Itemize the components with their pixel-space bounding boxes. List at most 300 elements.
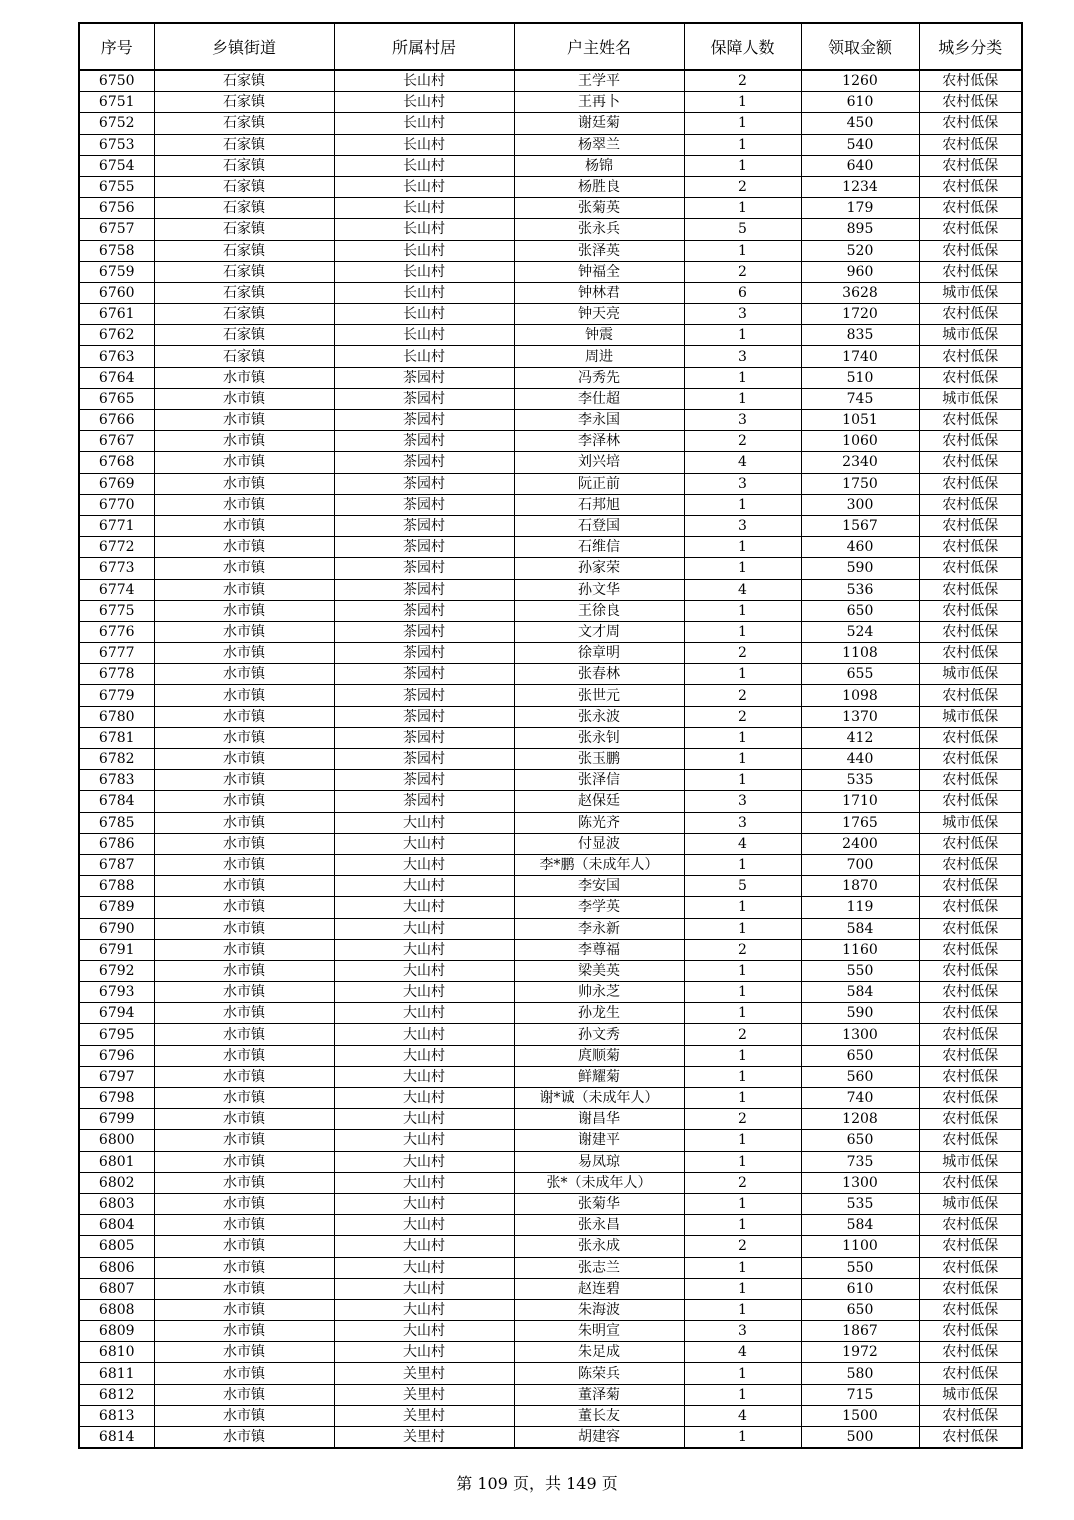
cell-village: 长山村	[334, 282, 514, 303]
cell-serial-number: 6788	[79, 876, 154, 897]
cell-serial-number: 6762	[79, 325, 154, 346]
cell-category: 农村低保	[919, 1321, 1022, 1342]
cell-category: 农村低保	[919, 727, 1022, 748]
table-row	[79, 410, 1022, 431]
cell-serial-number: 6768	[79, 452, 154, 473]
cell-village: 大山村	[334, 1151, 514, 1172]
table-row	[79, 325, 1022, 346]
cell-category: 农村低保	[919, 685, 1022, 706]
cell-village: 长山村	[334, 346, 514, 367]
cell-category: 农村低保	[919, 1045, 1022, 1066]
cell-category: 农村低保	[919, 198, 1022, 219]
cell-serial-number: 6755	[79, 176, 154, 197]
cell-amount: 1060	[801, 431, 919, 452]
cell-category: 农村低保	[919, 621, 1022, 642]
cell-covered-persons: 4	[684, 1342, 801, 1363]
cell-serial-number: 6776	[79, 621, 154, 642]
cell-village: 大山村	[334, 1003, 514, 1024]
cell-village: 长山村	[334, 70, 514, 92]
table-row	[79, 515, 1022, 536]
cell-amount: 119	[801, 897, 919, 918]
cell-serial-number: 6784	[79, 791, 154, 812]
cell-village: 大山村	[334, 1321, 514, 1342]
cell-serial-number: 6766	[79, 410, 154, 431]
cell-category: 农村低保	[919, 1342, 1022, 1363]
cell-amount: 550	[801, 1257, 919, 1278]
cell-village: 大山村	[334, 833, 514, 854]
table-row	[79, 473, 1022, 494]
cell-amount: 740	[801, 1088, 919, 1109]
table-row	[79, 939, 1022, 960]
cell-township: 水市镇	[154, 706, 334, 727]
cell-village: 茶园村	[334, 558, 514, 579]
cell-category: 农村低保	[919, 918, 1022, 939]
cell-covered-persons: 1	[684, 1151, 801, 1172]
cell-category: 农村低保	[919, 1236, 1022, 1257]
cell-category: 农村低保	[919, 1066, 1022, 1087]
cell-township: 水市镇	[154, 770, 334, 791]
cell-serial-number: 6782	[79, 749, 154, 770]
cell-township: 水市镇	[154, 1045, 334, 1066]
table-row	[79, 1363, 1022, 1384]
cell-village: 大山村	[334, 1215, 514, 1236]
cell-householder-name: 张永波	[514, 706, 684, 727]
cell-householder-name: 孙文华	[514, 579, 684, 600]
cell-serial-number: 6761	[79, 304, 154, 325]
cell-serial-number: 6787	[79, 854, 154, 875]
cell-village: 长山村	[334, 261, 514, 282]
table-row	[79, 960, 1022, 981]
subsidy-roster-table	[78, 22, 1023, 1449]
cell-amount: 540	[801, 134, 919, 155]
cell-township: 水市镇	[154, 473, 334, 494]
cell-township: 石家镇	[154, 240, 334, 261]
cell-township: 水市镇	[154, 1427, 334, 1449]
cell-amount: 700	[801, 854, 919, 875]
cell-amount: 1260	[801, 70, 919, 92]
table-row	[79, 1384, 1022, 1405]
table-row	[79, 282, 1022, 303]
table-row	[79, 1130, 1022, 1151]
cell-category: 城市低保	[919, 388, 1022, 409]
table-row	[79, 706, 1022, 727]
cell-category: 农村低保	[919, 134, 1022, 155]
cell-serial-number: 6786	[79, 833, 154, 854]
cell-covered-persons: 2	[684, 1172, 801, 1193]
cell-category: 农村低保	[919, 1130, 1022, 1151]
cell-covered-persons: 1	[684, 960, 801, 981]
table-row	[79, 727, 1022, 748]
cell-amount: 524	[801, 621, 919, 642]
cell-amount: 1051	[801, 410, 919, 431]
cell-township: 水市镇	[154, 410, 334, 431]
cell-category: 农村低保	[919, 261, 1022, 282]
cell-township: 水市镇	[154, 939, 334, 960]
cell-serial-number: 6779	[79, 685, 154, 706]
cell-householder-name: 李尊福	[514, 939, 684, 960]
cell-covered-persons: 2	[684, 70, 801, 92]
table-row	[79, 854, 1022, 875]
cell-amount: 584	[801, 982, 919, 1003]
cell-amount: 1500	[801, 1405, 919, 1426]
cell-covered-persons: 2	[684, 1236, 801, 1257]
cell-township: 水市镇	[154, 643, 334, 664]
cell-township: 水市镇	[154, 1172, 334, 1193]
cell-covered-persons: 1	[684, 558, 801, 579]
cell-amount: 450	[801, 113, 919, 134]
cell-category: 农村低保	[919, 1088, 1022, 1109]
cell-amount: 300	[801, 494, 919, 515]
cell-category: 农村低保	[919, 1172, 1022, 1193]
table-row	[79, 876, 1022, 897]
cell-township: 水市镇	[154, 367, 334, 388]
cell-category: 城市低保	[919, 706, 1022, 727]
cell-householder-name: 胡建容	[514, 1427, 684, 1449]
cell-serial-number: 6781	[79, 727, 154, 748]
cell-village: 茶园村	[334, 537, 514, 558]
cell-covered-persons: 1	[684, 1363, 801, 1384]
header-amount: 领取金额	[801, 23, 919, 70]
cell-township: 石家镇	[154, 304, 334, 325]
cell-category: 农村低保	[919, 600, 1022, 621]
table-row	[79, 791, 1022, 812]
cell-householder-name: 周进	[514, 346, 684, 367]
cell-township: 水市镇	[154, 897, 334, 918]
table-row	[79, 1045, 1022, 1066]
cell-category: 农村低保	[919, 643, 1022, 664]
cell-township: 水市镇	[154, 1363, 334, 1384]
table-row	[79, 134, 1022, 155]
table-row	[79, 1003, 1022, 1024]
cell-covered-persons: 3	[684, 473, 801, 494]
cell-covered-persons: 2	[684, 643, 801, 664]
header-category: 城乡分类	[919, 23, 1022, 70]
cell-village: 大山村	[334, 960, 514, 981]
table-row	[79, 643, 1022, 664]
page-number-footer: 第 109 页，共 149 页	[456, 1474, 618, 1493]
cell-village: 茶园村	[334, 579, 514, 600]
cell-householder-name: 李*鹏（未成年人）	[514, 854, 684, 875]
header-village: 所属村居	[334, 23, 514, 70]
cell-serial-number: 6780	[79, 706, 154, 727]
cell-householder-name: 杨胜良	[514, 176, 684, 197]
cell-householder-name: 帅永芝	[514, 982, 684, 1003]
cell-township: 水市镇	[154, 579, 334, 600]
cell-township: 水市镇	[154, 388, 334, 409]
cell-township: 水市镇	[154, 791, 334, 812]
cell-serial-number: 6771	[79, 515, 154, 536]
cell-category: 农村低保	[919, 897, 1022, 918]
cell-village: 大山村	[334, 897, 514, 918]
table-row	[79, 388, 1022, 409]
cell-village: 大山村	[334, 1172, 514, 1193]
cell-township: 水市镇	[154, 749, 334, 770]
cell-covered-persons: 6	[684, 282, 801, 303]
cell-township: 水市镇	[154, 1130, 334, 1151]
cell-village: 茶园村	[334, 685, 514, 706]
cell-township: 水市镇	[154, 1342, 334, 1363]
cell-amount: 535	[801, 770, 919, 791]
cell-township: 水市镇	[154, 1236, 334, 1257]
cell-householder-name: 朱明宣	[514, 1321, 684, 1342]
cell-householder-name: 阮正前	[514, 473, 684, 494]
cell-householder-name: 张泽信	[514, 770, 684, 791]
cell-householder-name: 谢*诚（未成年人）	[514, 1088, 684, 1109]
cell-householder-name: 谢廷菊	[514, 113, 684, 134]
cell-serial-number: 6777	[79, 643, 154, 664]
cell-householder-name: 李永新	[514, 918, 684, 939]
cell-householder-name: 张菊华	[514, 1193, 684, 1214]
cell-covered-persons: 1	[684, 1278, 801, 1299]
cell-village: 关里村	[334, 1427, 514, 1449]
cell-township: 水市镇	[154, 1193, 334, 1214]
cell-serial-number: 6812	[79, 1384, 154, 1405]
cell-householder-name: 钟天亮	[514, 304, 684, 325]
cell-covered-persons: 1	[684, 1003, 801, 1024]
cell-township: 石家镇	[154, 70, 334, 92]
cell-householder-name: 钟林君	[514, 282, 684, 303]
cell-category: 农村低保	[919, 1363, 1022, 1384]
table-row	[79, 1088, 1022, 1109]
cell-amount: 1100	[801, 1236, 919, 1257]
cell-category: 农村低保	[919, 346, 1022, 367]
cell-serial-number: 6773	[79, 558, 154, 579]
table-row	[79, 304, 1022, 325]
cell-township: 水市镇	[154, 727, 334, 748]
cell-amount: 1300	[801, 1172, 919, 1193]
cell-serial-number: 6814	[79, 1427, 154, 1449]
cell-village: 长山村	[334, 304, 514, 325]
cell-covered-persons: 4	[684, 452, 801, 473]
cell-covered-persons: 1	[684, 537, 801, 558]
cell-village: 大山村	[334, 1130, 514, 1151]
cell-householder-name: 董泽菊	[514, 1384, 684, 1405]
cell-township: 石家镇	[154, 176, 334, 197]
cell-category: 农村低保	[919, 1405, 1022, 1426]
table-row	[79, 1024, 1022, 1045]
table-row	[79, 918, 1022, 939]
cell-category: 城市低保	[919, 1193, 1022, 1214]
cell-township: 水市镇	[154, 515, 334, 536]
cell-covered-persons: 1	[684, 1130, 801, 1151]
cell-covered-persons: 1	[684, 113, 801, 134]
cell-householder-name: 张玉鹏	[514, 749, 684, 770]
header-covered-persons: 保障人数	[684, 23, 801, 70]
table-row	[79, 92, 1022, 113]
cell-covered-persons: 1	[684, 897, 801, 918]
cell-village: 大山村	[334, 1257, 514, 1278]
cell-township: 水市镇	[154, 600, 334, 621]
table-row	[79, 685, 1022, 706]
cell-village: 大山村	[334, 1066, 514, 1087]
cell-amount: 1098	[801, 685, 919, 706]
table-row	[79, 600, 1022, 621]
cell-township: 石家镇	[154, 113, 334, 134]
cell-householder-name: 朱足成	[514, 1342, 684, 1363]
table-row	[79, 1236, 1022, 1257]
cell-category: 农村低保	[919, 770, 1022, 791]
cell-serial-number: 6802	[79, 1172, 154, 1193]
cell-serial-number: 6811	[79, 1363, 154, 1384]
table-row	[79, 1299, 1022, 1320]
cell-amount: 590	[801, 1003, 919, 1024]
cell-covered-persons: 1	[684, 325, 801, 346]
cell-township: 水市镇	[154, 1257, 334, 1278]
cell-category: 农村低保	[919, 537, 1022, 558]
table-row	[79, 1342, 1022, 1363]
cell-amount: 835	[801, 325, 919, 346]
cell-serial-number: 6810	[79, 1342, 154, 1363]
table-row	[79, 897, 1022, 918]
cell-amount: 179	[801, 198, 919, 219]
cell-township: 石家镇	[154, 261, 334, 282]
cell-village: 茶园村	[334, 749, 514, 770]
cell-householder-name: 李学英	[514, 897, 684, 918]
cell-serial-number: 6752	[79, 113, 154, 134]
cell-householder-name: 王学平	[514, 70, 684, 92]
cell-category: 农村低保	[919, 367, 1022, 388]
cell-householder-name: 张永钊	[514, 727, 684, 748]
cell-category: 农村低保	[919, 960, 1022, 981]
cell-covered-persons: 4	[684, 833, 801, 854]
cell-covered-persons: 3	[684, 812, 801, 833]
cell-category: 农村低保	[919, 240, 1022, 261]
table-row	[79, 367, 1022, 388]
cell-category: 农村低保	[919, 854, 1022, 875]
cell-amount: 2340	[801, 452, 919, 473]
cell-amount: 1234	[801, 176, 919, 197]
cell-covered-persons: 1	[684, 155, 801, 176]
cell-village: 茶园村	[334, 727, 514, 748]
table-row	[79, 537, 1022, 558]
cell-serial-number: 6758	[79, 240, 154, 261]
table-header-row	[79, 23, 1022, 70]
cell-township: 石家镇	[154, 155, 334, 176]
cell-category: 农村低保	[919, 176, 1022, 197]
cell-township: 水市镇	[154, 621, 334, 642]
cell-township: 石家镇	[154, 282, 334, 303]
cell-category: 农村低保	[919, 515, 1022, 536]
cell-village: 大山村	[334, 1299, 514, 1320]
cell-serial-number: 6791	[79, 939, 154, 960]
cell-township: 水市镇	[154, 494, 334, 515]
cell-householder-name: 赵保廷	[514, 791, 684, 812]
cell-village: 长山村	[334, 198, 514, 219]
cell-township: 水市镇	[154, 854, 334, 875]
cell-village: 大山村	[334, 1342, 514, 1363]
cell-householder-name: 易凤琼	[514, 1151, 684, 1172]
table-row	[79, 1151, 1022, 1172]
cell-householder-name: 石登国	[514, 515, 684, 536]
cell-amount: 1765	[801, 812, 919, 833]
cell-amount: 650	[801, 1299, 919, 1320]
cell-village: 茶园村	[334, 770, 514, 791]
cell-householder-name: 石邦旭	[514, 494, 684, 515]
cell-householder-name: 张世元	[514, 685, 684, 706]
table-row	[79, 1405, 1022, 1426]
cell-householder-name: 付显波	[514, 833, 684, 854]
cell-amount: 650	[801, 1045, 919, 1066]
cell-village: 茶园村	[334, 706, 514, 727]
cell-householder-name: 梁美英	[514, 960, 684, 981]
cell-amount: 1720	[801, 304, 919, 325]
cell-category: 农村低保	[919, 1299, 1022, 1320]
cell-village: 大山村	[334, 876, 514, 897]
cell-serial-number: 6754	[79, 155, 154, 176]
cell-village: 茶园村	[334, 600, 514, 621]
cell-village: 茶园村	[334, 431, 514, 452]
cell-serial-number: 6789	[79, 897, 154, 918]
table-row	[79, 261, 1022, 282]
table-row	[79, 198, 1022, 219]
cell-village: 茶园村	[334, 410, 514, 431]
cell-village: 大山村	[334, 1236, 514, 1257]
cell-householder-name: 张志兰	[514, 1257, 684, 1278]
cell-amount: 440	[801, 749, 919, 770]
cell-serial-number: 6792	[79, 960, 154, 981]
table-row	[79, 346, 1022, 367]
cell-township: 水市镇	[154, 1109, 334, 1130]
cell-amount: 1740	[801, 346, 919, 367]
cell-village: 大山村	[334, 1278, 514, 1299]
cell-category: 农村低保	[919, 1109, 1022, 1130]
cell-serial-number: 6765	[79, 388, 154, 409]
cell-amount: 735	[801, 1151, 919, 1172]
cell-householder-name: 钟震	[514, 325, 684, 346]
cell-householder-name: 张*（未成年人）	[514, 1172, 684, 1193]
table-body	[79, 70, 1022, 1448]
cell-township: 水市镇	[154, 1024, 334, 1045]
cell-amount: 520	[801, 240, 919, 261]
cell-category: 农村低保	[919, 1257, 1022, 1278]
cell-village: 长山村	[334, 134, 514, 155]
cell-householder-name: 王徐良	[514, 600, 684, 621]
cell-village: 大山村	[334, 1193, 514, 1214]
cell-serial-number: 6772	[79, 537, 154, 558]
cell-village: 大山村	[334, 1088, 514, 1109]
table-row	[79, 1427, 1022, 1449]
cell-township: 水市镇	[154, 1299, 334, 1320]
table-row	[79, 70, 1022, 92]
cell-householder-name: 谢昌华	[514, 1109, 684, 1130]
cell-covered-persons: 3	[684, 515, 801, 536]
cell-village: 长山村	[334, 176, 514, 197]
cell-village: 大山村	[334, 939, 514, 960]
cell-township: 水市镇	[154, 918, 334, 939]
cell-amount: 3628	[801, 282, 919, 303]
cell-category: 农村低保	[919, 939, 1022, 960]
cell-village: 关里村	[334, 1405, 514, 1426]
cell-serial-number: 6756	[79, 198, 154, 219]
cell-category: 农村低保	[919, 431, 1022, 452]
cell-village: 大山村	[334, 812, 514, 833]
cell-serial-number: 6796	[79, 1045, 154, 1066]
cell-category: 农村低保	[919, 558, 1022, 579]
cell-covered-persons: 1	[684, 621, 801, 642]
cell-covered-persons: 1	[684, 749, 801, 770]
cell-category: 农村低保	[919, 92, 1022, 113]
cell-village: 大山村	[334, 1024, 514, 1045]
table-row	[79, 770, 1022, 791]
cell-village: 茶园村	[334, 388, 514, 409]
cell-serial-number: 6785	[79, 812, 154, 833]
table-row	[79, 749, 1022, 770]
table-row	[79, 431, 1022, 452]
cell-covered-persons: 1	[684, 600, 801, 621]
cell-village: 长山村	[334, 240, 514, 261]
cell-amount: 640	[801, 155, 919, 176]
cell-covered-persons: 1	[684, 494, 801, 515]
